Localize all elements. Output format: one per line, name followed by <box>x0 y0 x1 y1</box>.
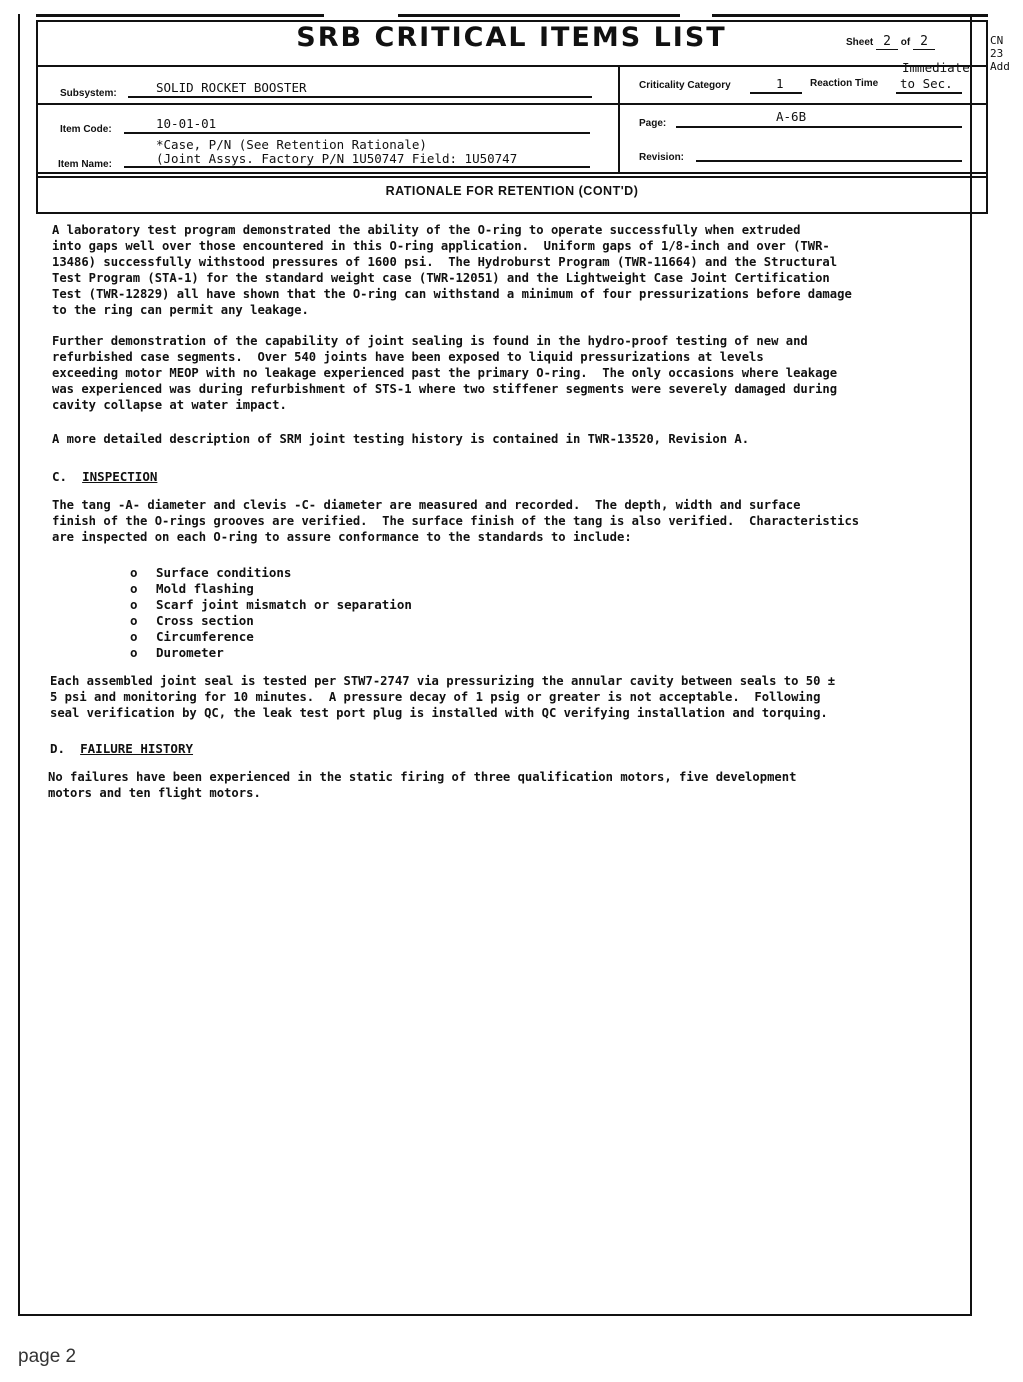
margin-note-line: 23 <box>990 47 1004 60</box>
bullet-mark: o <box>130 629 138 644</box>
reaction-time-value-top: Immediate <box>902 60 970 75</box>
item-code-label: Item Code: <box>60 124 112 135</box>
sheet-total: 2 <box>913 34 935 50</box>
bullet-mark: o <box>130 597 138 612</box>
list-item <box>130 629 412 645</box>
item-code-value: 10-01-01 <box>156 116 217 131</box>
page-footer: page 2 <box>18 1346 77 1367</box>
sheet-label: Sheet <box>846 37 874 48</box>
page-value: A-6B <box>776 109 807 124</box>
item-code-underline <box>124 132 590 134</box>
section-title: RATIONALE FOR RETENTION (CONT'D) <box>385 184 639 198</box>
item-name-line2: (Joint Assys. Factory P/N 1U50747 Field: 1U50747 <box>156 151 518 166</box>
bullet-mark: o <box>130 645 138 660</box>
paragraph-joint-history: A more detailed description of SRM joint testing history is contained in TWR-13520, Revision A. <box>52 432 750 446</box>
subsystem-value: SOLID ROCKET BOOSTER <box>156 80 307 95</box>
bullet-mark: o <box>130 565 138 580</box>
list-item-text: Durometer <box>156 645 224 660</box>
sheet-indicator <box>846 34 935 50</box>
reaction-time-underline <box>896 92 962 94</box>
form-divider-vertical <box>618 65 620 174</box>
section-d-letter: D. <box>50 741 66 756</box>
paragraph-lab-test: A laboratory test program demonstrated the ability of the O-ring to operate successfully when extruded into gaps well over those encountered in this O-ring application. Uniform gaps of 1/8-inch and over (TWR- 13486) successfully withstood pressures of 1600 psi. The Hydroburst Program (TWR-11664) and the Structural Test Program (STA-1) for the standard weight case (TWR-12051) and the Lightweight Case Joint Certification Test (TWR-12829) all have shown that the O-ring can withstand a minimum of four pressurizations before damage to the ring can permit any leakage. <box>52 223 852 317</box>
revision-label: Revision: <box>639 152 685 163</box>
margin-note-line: CN <box>990 34 1004 47</box>
paragraph-hydro-proof: Further demonstration of the capability of joint sealing is found in the hydro-proof testing of new and refurbished case segments. Over 540 joints have been exposed to liquid pressurizations at levels exceeding motor MEOP with no leakage experienced past the primary O-ring. The only occasions where leakage was experienced was during refurbishment of STS-1 where two stiffener segments were severely damaged during cavity collapse at water impact. <box>52 334 838 412</box>
item-name-line1: *Case, P/N (See Retention Rationale) <box>156 137 427 152</box>
subsystem-underline <box>128 96 592 98</box>
bullet-mark: o <box>130 613 138 628</box>
form-divider-fields-2 <box>36 176 988 178</box>
section-c-heading <box>52 469 157 484</box>
item-name-underline <box>124 166 590 168</box>
sheet-number: 2 <box>876 34 898 50</box>
section-d-heading <box>50 741 193 756</box>
list-item-text: Mold flashing <box>156 581 254 596</box>
section-c-letter: C. <box>52 469 68 484</box>
page-underline <box>676 126 962 128</box>
form-divider-fields <box>36 172 988 174</box>
margin-note-line: Add <box>990 60 1010 73</box>
list-item-text: Circumference <box>156 629 254 644</box>
paragraph-seal-test: Each assembled joint seal is tested per STW7-2747 via pressurizing the annular cavity between seals to 50 ± 5 psi and monitoring for 10 minutes. A pressure decay of 1 psig or greater is not acceptable. Following seal verification by QC, the leak test port plug is installed with QC verifying installation and torquing. <box>50 674 836 720</box>
bullet-mark: o <box>130 581 138 596</box>
reaction-time-label: Reaction Time <box>810 78 879 89</box>
list-item <box>130 645 412 661</box>
criticality-underline <box>750 92 802 94</box>
item-name-label: Item Name: <box>58 159 112 170</box>
form-divider-title <box>36 65 988 67</box>
list-item-text: Scarf joint mismatch or separation <box>156 597 412 612</box>
inspection-list <box>130 565 412 661</box>
section-c-title: INSPECTION <box>82 469 158 484</box>
list-item-text: Surface conditions <box>156 565 292 580</box>
criticality-value: 1 <box>776 76 784 91</box>
subsystem-label: Subsystem: <box>60 88 117 99</box>
revision-underline <box>696 160 962 162</box>
form-divider-subsystem <box>36 103 988 105</box>
page-label: Page: <box>639 118 667 129</box>
list-item <box>130 597 412 613</box>
of-label: of <box>900 37 911 48</box>
reaction-time-value: to Sec. <box>900 76 953 91</box>
list-item <box>130 581 412 597</box>
paragraph-failure-history: No failures have been experienced in the static firing of three qualification motors, five development motors and ten flight motors. <box>48 770 797 800</box>
document-title: SRB CRITICAL ITEMS LIST <box>296 22 727 53</box>
section-d-title: FAILURE HISTORY <box>80 741 194 756</box>
list-item-text: Cross section <box>156 613 254 628</box>
list-item <box>130 613 412 629</box>
list-item <box>130 565 412 581</box>
criticality-label: Criticality Category <box>639 80 731 91</box>
paragraph-inspection: The tang -A- diameter and clevis -C- diameter are measured and recorded. The depth, width and surface finish of the O-rings grooves are verified. The surface finish of the tang is also verified. Characteristics are inspected on each O-ring to assure conformance to the standards to include: <box>52 498 860 544</box>
margin-note <box>990 34 1010 73</box>
